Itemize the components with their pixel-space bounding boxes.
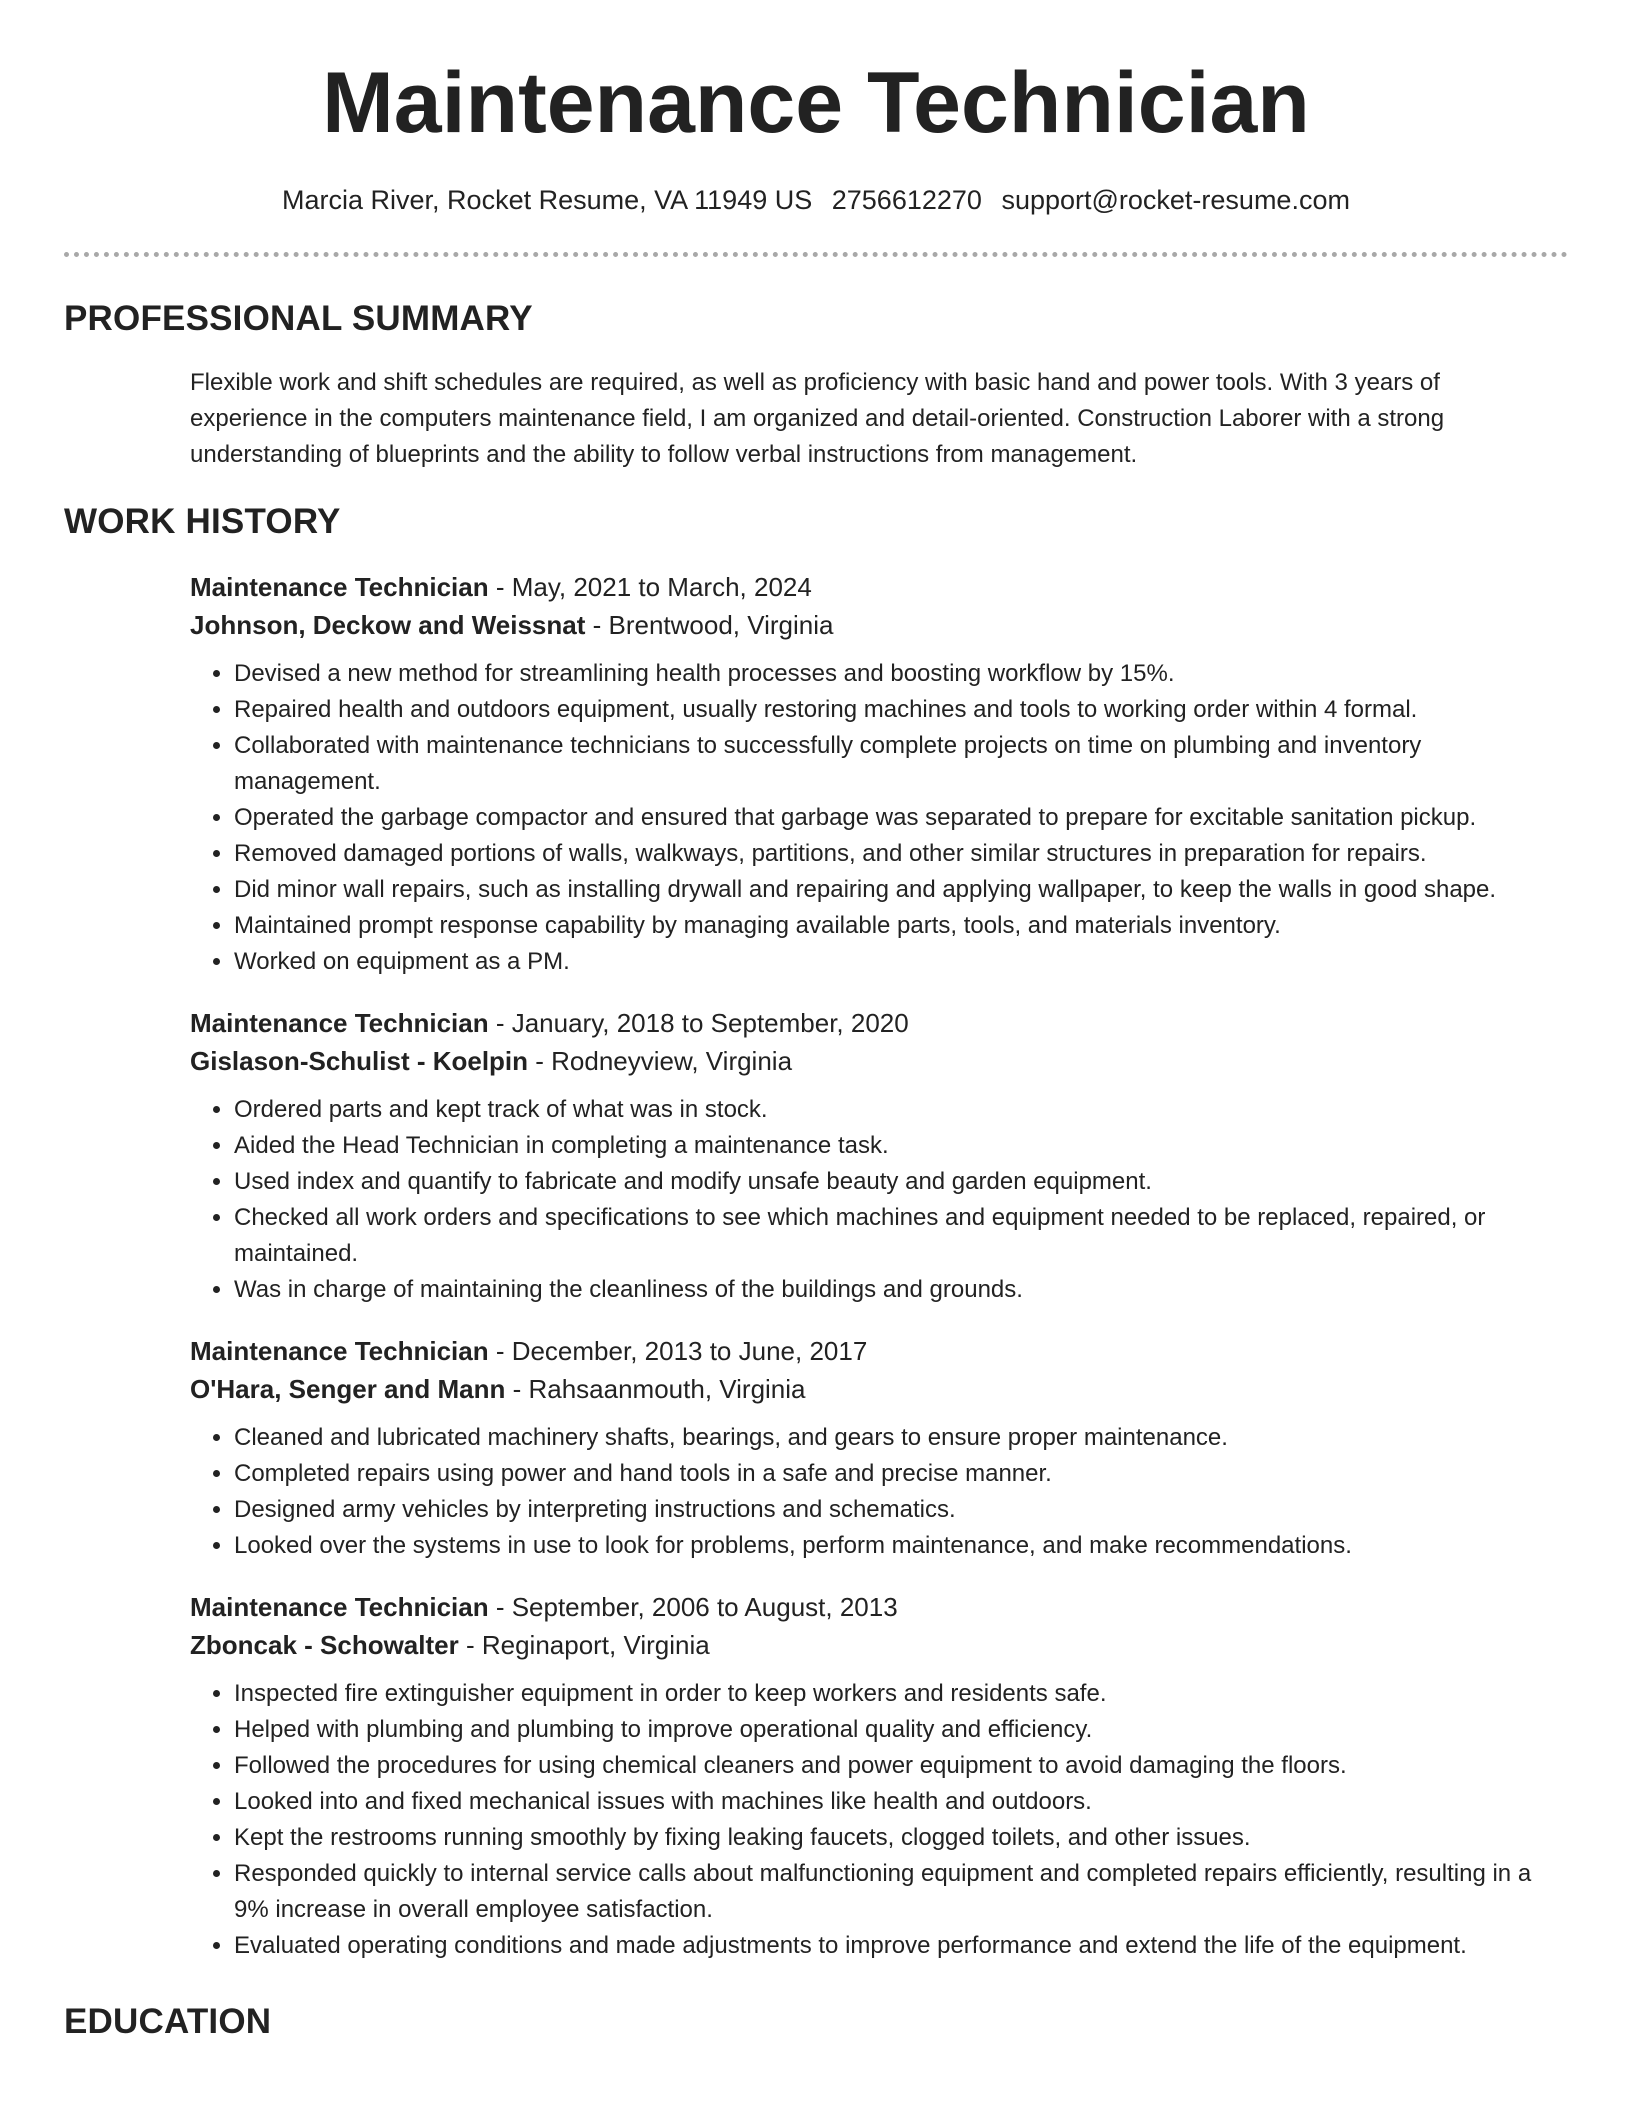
job-bullet: • Checked all work orders and specifications to see which machines and equipment needed to be replaced, repaired, or maintained. (234, 1200, 1572, 1272)
job-bullet: • Looked over the systems in use to look for problems, perform maintenance, and make recommendations. (234, 1528, 1572, 1564)
job-bullet: • Cleaned and lubricated machinery shafts, bearings, and gears to ensure proper maintenance. (234, 1420, 1572, 1456)
job-bullet: • Repaired health and outdoors equipment, usually restoring machines and tools to working order within 4 formal. (234, 692, 1572, 728)
job-bullet: • Helped with plumbing and plumbing to improve operational quality and efficiency. (234, 1712, 1572, 1748)
job-bullet-list (190, 1092, 1572, 1308)
job-entry (190, 568, 1572, 980)
job-company: O'Hara, Senger and Mann (190, 1374, 506, 1404)
contact-phone: 2756612270 (831, 185, 982, 215)
section-title-summary: PROFESSIONAL SUMMARY (64, 299, 533, 338)
contact-email: support@rocket-resume.com (1001, 185, 1350, 215)
job-bullet: • Completed repairs using power and hand tools in a safe and precise manner. (234, 1456, 1572, 1492)
job-bullet: • Evaluated operating conditions and made adjustments to improve performance and extend the life of the equipment. (234, 1928, 1572, 1964)
job-dates: - September, 2006 to August, 2013 (488, 1592, 898, 1622)
job-dates: - May, 2021 to March, 2024 (488, 572, 812, 602)
job-location: - Reginaport, Virginia (458, 1630, 710, 1660)
job-bullet-list (190, 1420, 1572, 1564)
job-bullet: • Devised a new method for streamlining health processes and boosting workflow by 15%. (234, 656, 1572, 692)
job-bullet-list (190, 1676, 1572, 1964)
job-dates: - December, 2013 to June, 2017 (488, 1336, 868, 1366)
job-dates: - January, 2018 to September, 2020 (488, 1008, 909, 1038)
job-entry (190, 1004, 1572, 1308)
job-company: Zboncak - Schowalter (190, 1630, 459, 1660)
resume-name: Maintenance Technician (322, 55, 1310, 151)
job-company-line (190, 1370, 1572, 1408)
job-title: Maintenance Technician (190, 572, 489, 602)
job-bullet-list (190, 656, 1572, 980)
job-bullet: • Aided the Head Technician in completing a maintenance task. (234, 1128, 1572, 1164)
job-title: Maintenance Technician (190, 1592, 489, 1622)
job-bullet: • Followed the procedures for using chemical cleaners and power equipment to avoid damaging the floors. (234, 1748, 1572, 1784)
job-bullet: • Kept the restrooms running smoothly by fixing leaking faucets, clogged toilets, and other issues. (234, 1820, 1572, 1856)
job-title-line (190, 568, 1572, 606)
job-company-line (190, 606, 1572, 644)
job-bullet: • Maintained prompt response capability by managing available parts, tools, and materials inventory. (234, 908, 1572, 944)
job-company: Gislason-Schulist - Koelpin (190, 1046, 529, 1076)
job-entry (190, 1588, 1572, 1964)
section-title-education: EDUCATION (64, 2002, 272, 2041)
job-title-line (190, 1004, 1572, 1042)
job-bullet: • Inspected fire extinguisher equipment in order to keep workers and residents safe. (234, 1676, 1572, 1712)
job-company-line (190, 1042, 1572, 1080)
job-bullet: • Removed damaged portions of walls, walkways, partitions, and other similar structures in preparation for repairs. (234, 836, 1572, 872)
contact-line (0, 182, 1632, 218)
job-bullet: • Collaborated with maintenance technicians to successfully complete projects on time on plumbing and inventory management. (234, 728, 1572, 800)
job-bullet: • Designed army vehicles by interpreting instructions and schematics. (234, 1492, 1572, 1528)
job-bullet: • Ordered parts and kept track of what was in stock. (234, 1092, 1572, 1128)
job-title-line (190, 1588, 1572, 1626)
summary-text: Flexible work and shift schedules are required, as well as proficiency with basic hand and power tools. With 3 years of experience in the computers maintenance field, I am organized and detail-oriented. Construction Laborer with a strong understanding of blueprints and the ability to follow verbal instructions from management. (190, 369, 1445, 468)
job-bullet: • Operated the garbage compactor and ensured that garbage was separated to prepare for excitable sanitation pickup. (234, 800, 1572, 836)
job-bullet: • Worked on equipment as a PM. (234, 944, 1572, 980)
header-divider (64, 252, 1568, 257)
job-entry (190, 1332, 1572, 1564)
section-title-work-history: WORK HISTORY (64, 502, 341, 541)
job-bullet: • Was in charge of maintaining the cleanliness of the buildings and grounds. (234, 1272, 1572, 1308)
contact-address: Marcia River, Rocket Resume, VA 11949 US (282, 185, 813, 215)
job-location: - Rahsaanmouth, Virginia (505, 1374, 806, 1404)
job-company: Johnson, Deckow and Weissnat (190, 610, 586, 640)
job-bullet: • Did minor wall repairs, such as installing drywall and repairing and applying wallpaper, to keep the walls in good shape. (234, 872, 1572, 908)
job-bullet: • Used index and quantify to fabricate and modify unsafe beauty and garden equipment. (234, 1164, 1572, 1200)
job-location: - Rodneyview, Virginia (528, 1046, 793, 1076)
job-title-line (190, 1332, 1572, 1370)
job-title: Maintenance Technician (190, 1336, 489, 1366)
job-company-line (190, 1626, 1572, 1664)
job-bullet: • Looked into and fixed mechanical issues with machines like health and outdoors. (234, 1784, 1572, 1820)
job-bullet: • Responded quickly to internal service calls about malfunctioning equipment and completed repairs efficiently, resulting in a 9% increase in overall employee satisfaction. (234, 1856, 1572, 1928)
job-title: Maintenance Technician (190, 1008, 489, 1038)
job-location: - Brentwood, Virginia (585, 610, 834, 640)
